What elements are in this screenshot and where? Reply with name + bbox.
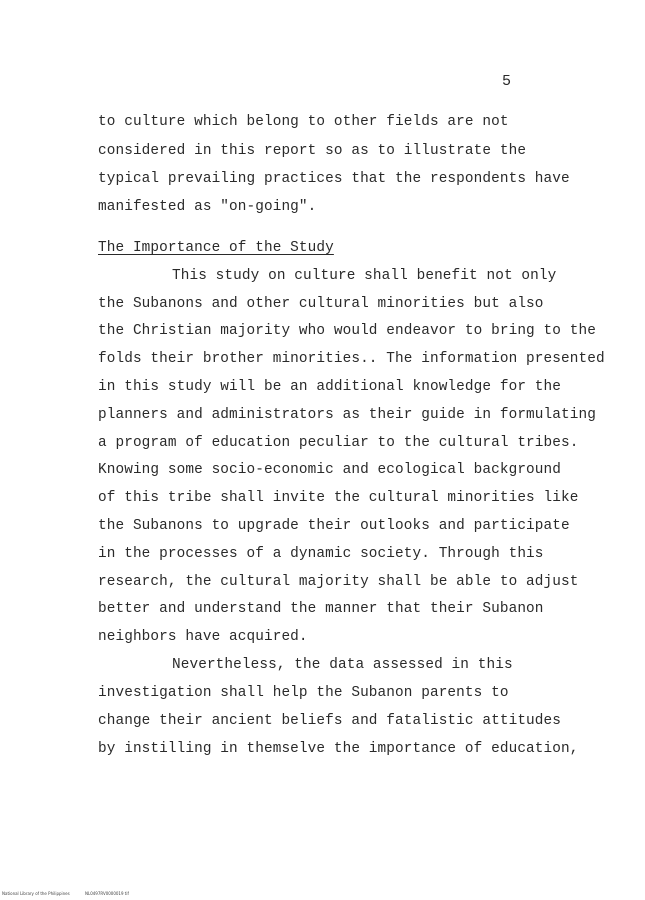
text-line: neighbors have acquired. (98, 629, 308, 645)
text-line: in this study will be an additional knowledge for the (98, 379, 561, 395)
text-line: folds their brother minorities.. The information presented (98, 351, 605, 367)
text-line: manifested as "on-going". (98, 199, 317, 215)
footer-library: National Library of the Philippines (2, 891, 70, 896)
text-line: considered in this report so as to illustrate the (98, 143, 527, 159)
text-line: investigation shall help the Subanon parents to (98, 685, 509, 701)
text-line: Nevertheless, the data assessed in this (172, 657, 513, 673)
text-line: in the processes of a dynamic society. Through this (98, 546, 544, 562)
text-line: This study on culture shall benefit not only (172, 268, 557, 284)
text-line: better and understand the manner that their Subanon (98, 601, 544, 617)
text-line: research, the cultural majority shall be able to adjust (98, 574, 579, 590)
text-line: typical prevailing practices that the respondents have (98, 171, 570, 187)
text-line: the Subanons to upgrade their outlooks and participate (98, 518, 570, 534)
text-line: to culture which belong to other fields are not (98, 114, 509, 130)
text-line: planners and administrators as their guide in formulating (98, 407, 596, 423)
footer-file-id: NL0497RV0000019 tif (85, 891, 129, 896)
text-line: a program of education peculiar to the cultural tribes. (98, 435, 579, 451)
text-line: the Christian majority who would endeavor to bring to the (98, 323, 596, 339)
text-line: change their ancient beliefs and fatalistic attitudes (98, 713, 561, 729)
section-heading: The Importance of the Study (98, 240, 334, 256)
text-line: the Subanons and other cultural minorities but also (98, 296, 544, 312)
text-line: of this tribe shall invite the cultural minorities like (98, 490, 579, 506)
text-line: by instilling in themselve the importance of education, (98, 741, 579, 757)
scan-footer (2, 891, 129, 896)
page-number: 5 (502, 73, 512, 90)
text-line: Knowing some socio-economic and ecological background (98, 462, 561, 478)
